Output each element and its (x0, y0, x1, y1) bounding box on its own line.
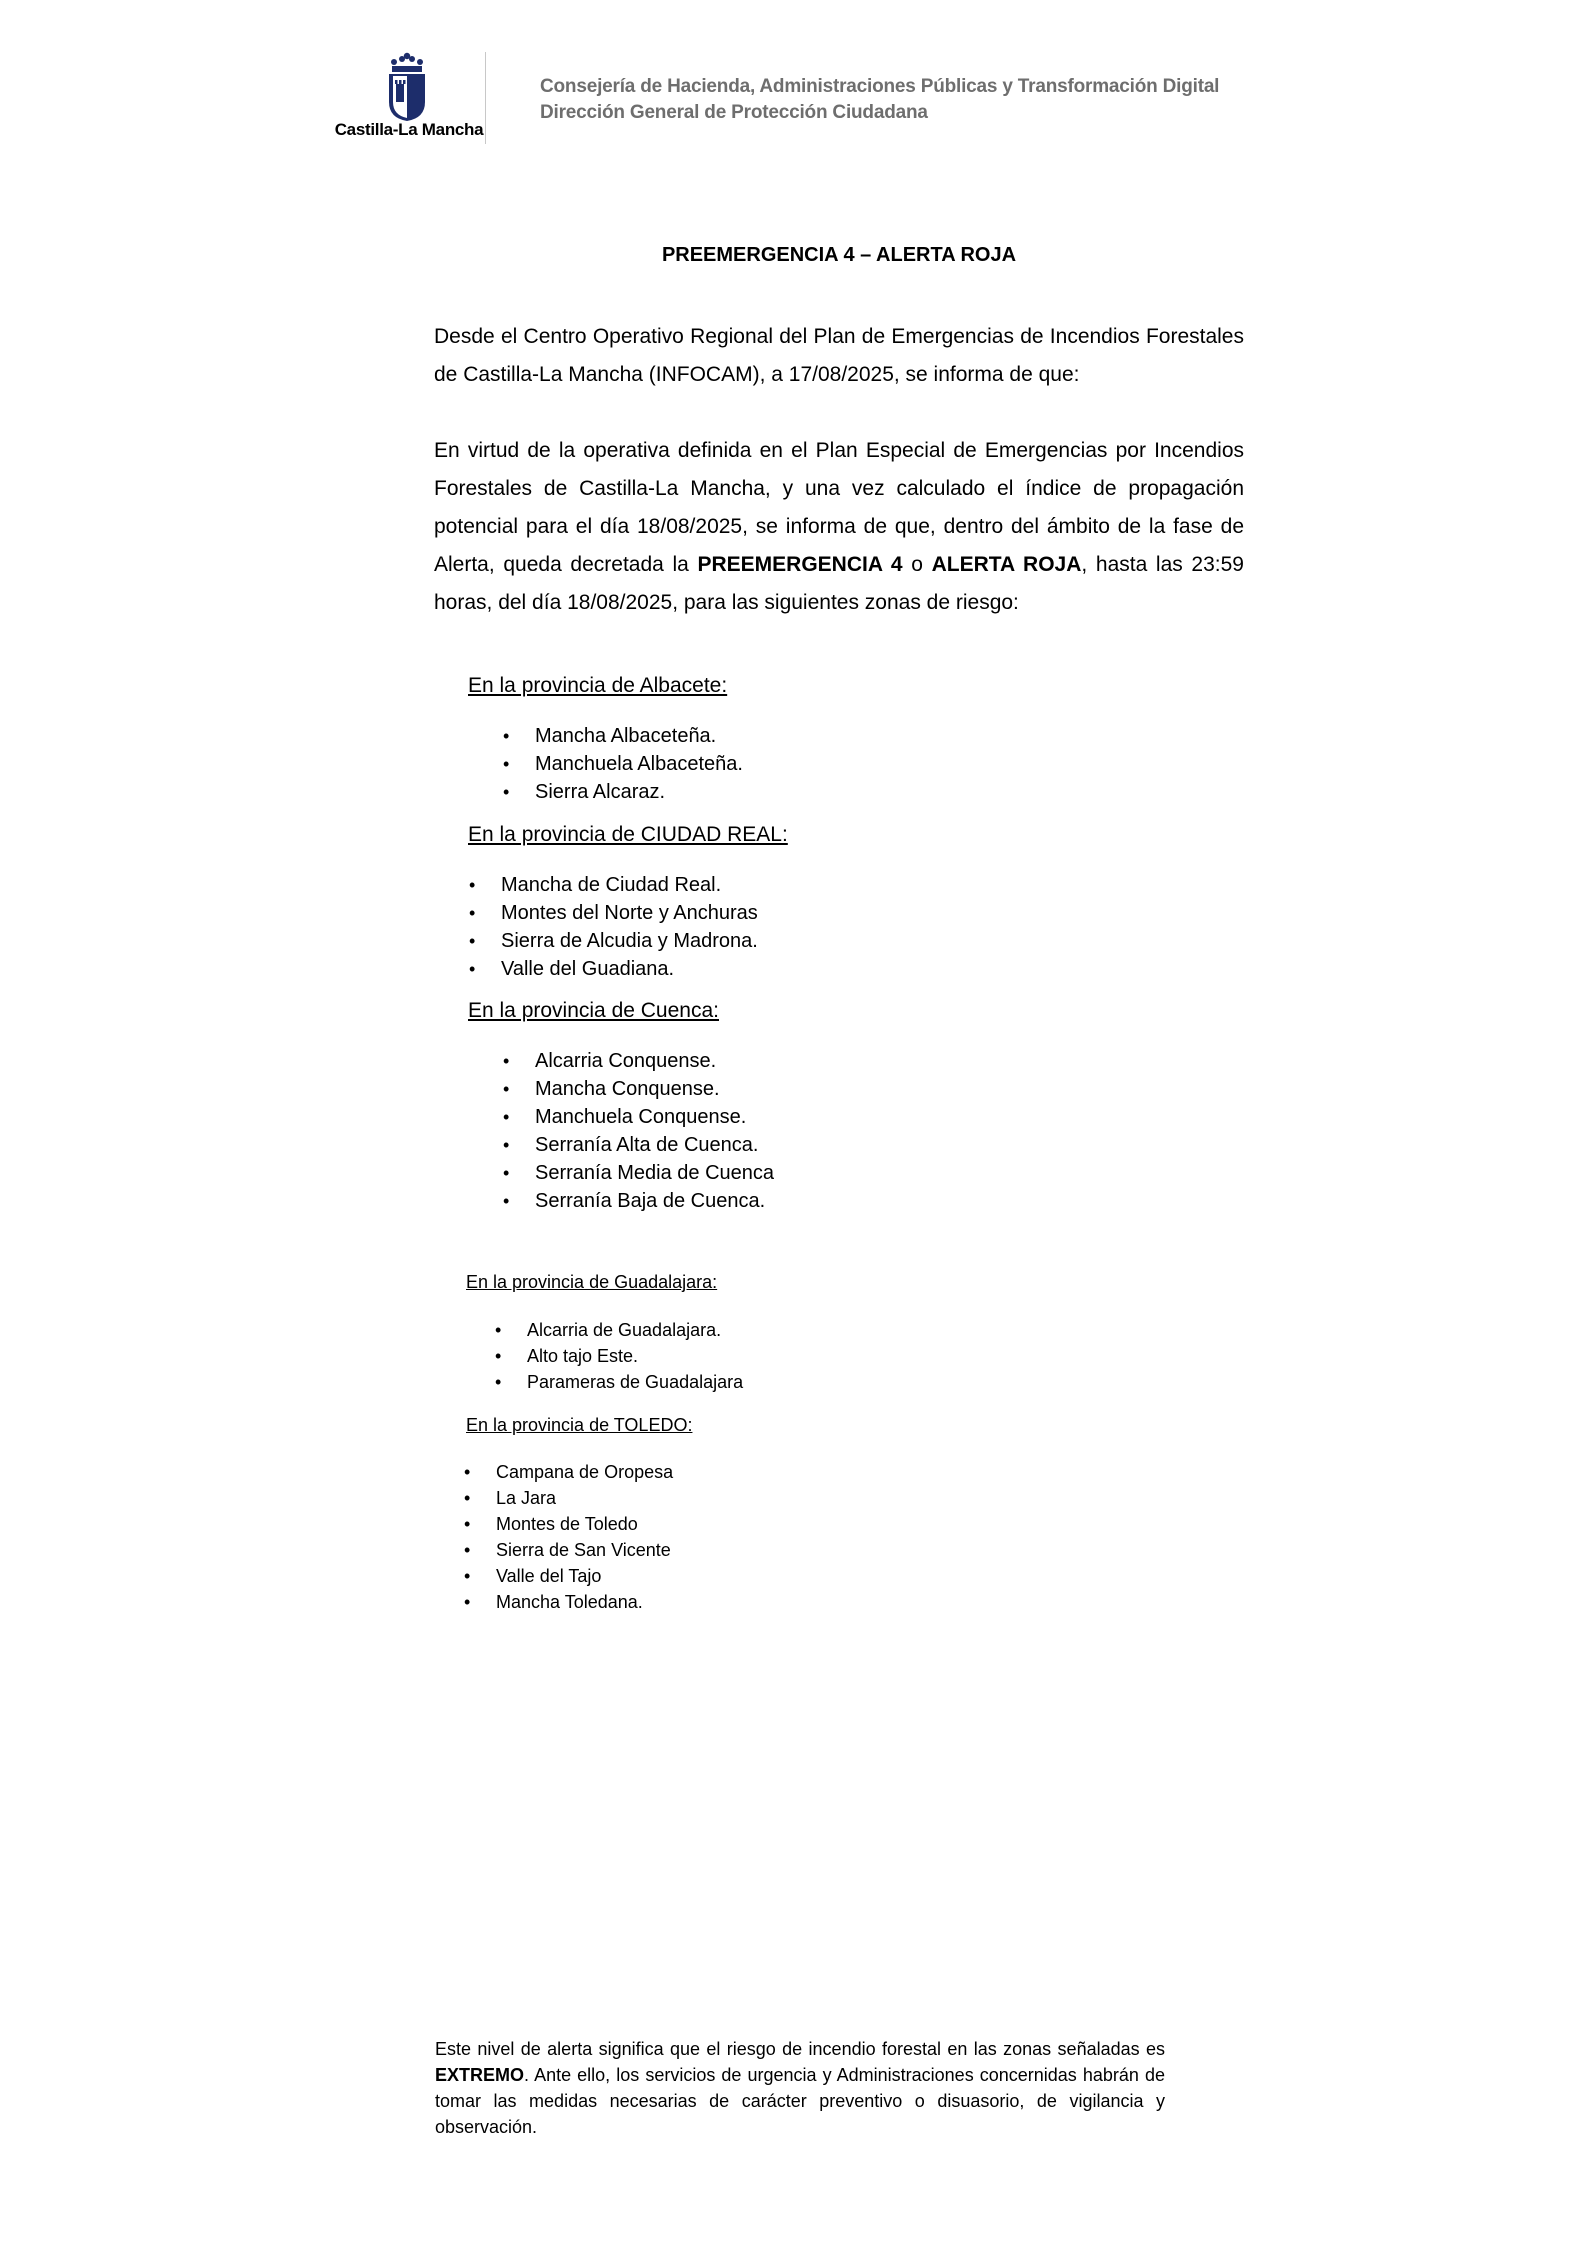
list-item: • Serranía Alta de Cuenca. (535, 1131, 774, 1159)
province-title-guadalajara: En la provincia de Guadalajara: (466, 1272, 718, 1292)
list-item: • Alcarria de Guadalajara. (527, 1317, 743, 1343)
list-item: • Mancha de Ciudad Real. (501, 871, 758, 899)
list-item: • Alto tajo Este. (527, 1343, 743, 1369)
decree-level: PREEMERGENCIA 4 (697, 553, 903, 576)
list-item: • Parameras de Guadalajara (527, 1369, 743, 1395)
zone-list-albacete (535, 722, 743, 806)
province-title-cuenca: En la provincia de Cuenca: (468, 999, 719, 1022)
alert-explanation (435, 2036, 1165, 2140)
list-item: • Manchuela Albaceteña. (535, 750, 743, 778)
decree-paragraph (434, 432, 1244, 622)
list-item: • Sierra de San Vicente (496, 1537, 673, 1563)
header-organization (540, 74, 1219, 126)
list-item: • Montes de Toledo (496, 1511, 673, 1537)
document-title: PREEMERGENCIA 4 – ALERTA ROJA (661, 244, 1017, 266)
footer-text-2: . Ante ello, los servicios de urgencia y Administraciones concernidas habrán de tomar las medidas necesarias de carácter preventivo o disuasorio, de vigilancia y observación. (435, 2065, 1165, 2137)
risk-level: EXTREMO (435, 2065, 525, 2085)
list-item: • Montes del Norte y Anchuras (501, 899, 758, 927)
list-item: • Mancha Albaceteña. (535, 722, 743, 750)
decree-text-3: , hasta las 23:59 horas, del día 18/08/2025, para las siguientes zonas de riesgo: (434, 553, 1244, 614)
province-title-ciudad-real: En la provincia de CIUDAD REAL: (468, 823, 788, 846)
zone-list-toledo (496, 1459, 673, 1615)
intro-paragraph: Desde el Centro Operativo Regional del Plan de Emergencias de Incendios Forestales de Castilla-La Mancha (INFOCAM), a 17/08/2025, se informa de que: (434, 325, 1244, 386)
list-item: • Sierra Alcaraz. (535, 778, 743, 806)
footer-text-1: Este nivel de alerta significa que el riesgo de incendio forestal en las zonas señaladas es (435, 2039, 1165, 2059)
decree-text-1: En virtud de la operativa definida en el Plan Especial de Emergencias por Incendios Forestales de Castilla-La Mancha, y una vez calculado el índice de propagación potencial para el día 18/08/2025, se informa de que, dentro del ámbito de la fase de Alerta, queda decretada la (434, 439, 1244, 576)
list-item: • Campana de Oropesa (496, 1459, 673, 1485)
zone-list-cuenca (535, 1047, 774, 1215)
province-title-toledo: En la provincia de TOLEDO: (466, 1415, 693, 1435)
list-item: • Serranía Baja de Cuenca. (535, 1187, 774, 1215)
zone-list-ciudad-real (501, 871, 758, 983)
zone-list-guadalajara (527, 1317, 743, 1395)
list-item: • Manchuela Conquense. (535, 1103, 774, 1131)
list-item: • Sierra de Alcudia y Madrona. (501, 927, 758, 955)
decree-alert: ALERTA ROJA (931, 553, 1082, 576)
province-title-albacete: En la provincia de Albacete: (468, 674, 728, 697)
list-item: • Serranía Media de Cuenca (535, 1159, 774, 1187)
list-item: • La Jara (496, 1485, 673, 1511)
logo-text: Castilla-La Mancha (334, 120, 484, 139)
header-divider (485, 52, 486, 144)
list-item: • Alcarria Conquense. (535, 1047, 774, 1075)
list-item: • Mancha Conquense. (535, 1075, 774, 1103)
coat-of-arms-icon (384, 52, 430, 122)
document-header (0, 0, 1588, 160)
castilla-la-mancha-logo (334, 52, 484, 147)
list-item: • Valle del Tajo (496, 1563, 673, 1589)
header-line-ministry: Consejería de Hacienda, Administraciones Públicas y Transformación Digital (540, 76, 1220, 97)
header-line-directorate: Dirección General de Protección Ciudadana (540, 102, 928, 123)
decree-text-2: o (902, 553, 932, 576)
list-item: • Mancha Toledana. (496, 1589, 673, 1615)
list-item: • Valle del Guadiana. (501, 955, 758, 983)
